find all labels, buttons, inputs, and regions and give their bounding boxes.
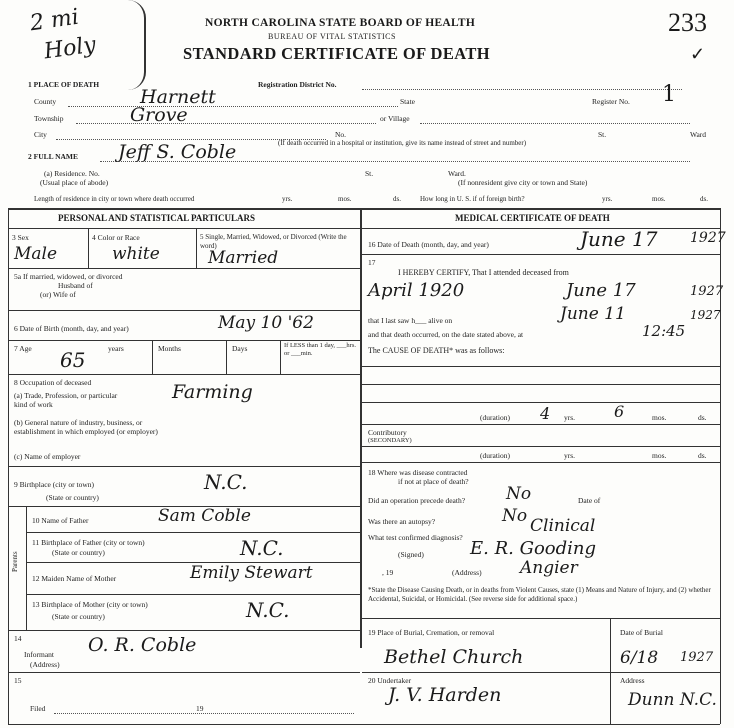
bureau-name: BUREAU OF VITAL STATISTICS: [268, 32, 396, 41]
age-label: 7 Age: [14, 344, 32, 353]
street-number-label: No.: [335, 130, 347, 139]
certificate-number: 233: [668, 8, 707, 37]
ward-label: Ward: [690, 130, 707, 139]
length-yrs: yrs.: [282, 195, 293, 203]
usual-abode-label: (Usual place of abode): [40, 178, 109, 187]
death-year-value: 1927: [690, 230, 726, 246]
sex-value: Male: [14, 244, 58, 264]
informant-label: Informant: [24, 650, 54, 659]
filed-label: Filed: [30, 704, 46, 713]
operation-value: No: [506, 484, 532, 504]
birthplace-label: 9 Birthplace (city or town): [14, 480, 94, 489]
marital-status-value: Married: [208, 248, 279, 268]
attended-from-value: April 1920: [368, 280, 465, 301]
q18-sub-label: if not at place of death?: [398, 477, 469, 486]
birthplace-value: N.C.: [204, 470, 248, 494]
burial-place-value: Bethel Church: [384, 646, 524, 668]
nonresident-note: (If nonresident give city or town and State): [458, 178, 588, 187]
personal-section-title: PERSONAL AND STATISTICAL PARTICULARS: [58, 213, 255, 223]
duration-years-value: 4: [540, 404, 551, 423]
mother-name-value: Emily Stewart: [190, 563, 313, 583]
foreign-yrs: yrs.: [602, 195, 613, 203]
undertaker-address-value: Dunn N.C.: [628, 690, 717, 710]
corner-bracket-mark: [128, 0, 146, 90]
physician-address-label: (Address): [452, 568, 482, 577]
length-ds: ds.: [393, 195, 401, 203]
death-date-value: June 17: [580, 227, 658, 251]
duration-2-ds-label: ds.: [698, 451, 707, 460]
death-time-label: and that death occurred, on the date stated above, at: [368, 330, 524, 339]
institution-note: (If death occurred in a hospital or institution, give its name instead of street and number): [278, 139, 527, 147]
duration-2-mos-label: mos.: [652, 451, 667, 460]
burial-date-label: Date of Burial: [620, 628, 663, 637]
occupation-label: 8 Occupation of deceased: [14, 378, 92, 387]
undertaker-value: J. V. Harden: [388, 684, 502, 706]
age-value: 65: [60, 348, 86, 372]
signed-value: E. R. Gooding: [470, 538, 597, 559]
spouse-label: 5a If married, widowed, or divorced: [14, 272, 123, 281]
burial-place-label: 19 Place of Burial, Cremation, or removal: [368, 628, 495, 637]
wife-of-label: (or) Wife of: [40, 290, 76, 299]
duration-2-yrs-label: yrs.: [564, 451, 576, 460]
length-of-residence-label: Length of residence in city or town where death occurred: [34, 195, 195, 203]
autopsy-value: No: [502, 506, 528, 526]
duration-mos-label: mos.: [652, 413, 667, 422]
father-birthplace-value: N.C.: [240, 536, 284, 560]
mother-birthplace-state-label: (State or country): [52, 612, 105, 621]
medical-section-title: MEDICAL CERTIFICATE OF DEATH: [455, 213, 610, 223]
attended-to-year: 1927: [690, 284, 724, 299]
color-race-value: white: [112, 244, 160, 264]
father-birthplace-state-label: (State or country): [52, 548, 105, 557]
filed-number: 15: [14, 676, 22, 685]
last-saw-value: June 11: [560, 304, 626, 324]
birth-date-value: May 10 '62: [218, 313, 314, 333]
signed-label: (Signed): [398, 550, 424, 559]
mother-name-label: 12 Maiden Name of Mother: [32, 574, 117, 583]
certify-text: I HEREBY CERTIFY, That I attended deceased from: [398, 268, 569, 277]
father-birthplace-label: 11 Birthplace of Father (city or town): [32, 538, 145, 547]
last-saw-year: 1927: [690, 308, 721, 322]
test-value: Clinical: [530, 516, 596, 536]
bottom-border: [8, 724, 720, 725]
filed-year-label: 19: [196, 704, 204, 713]
contributory-label: Contributory: [368, 428, 407, 437]
mother-birthplace-value: N.C.: [246, 598, 290, 622]
duration-label: (duration): [480, 413, 510, 422]
operation-label: Did an operation precede death?: [368, 496, 466, 505]
street-label: St.: [598, 130, 607, 139]
length-mos: mos.: [338, 195, 352, 203]
husband-of-label: Husband of: [58, 281, 93, 290]
corner-note-place: Holy: [42, 32, 98, 65]
death-date-label: 16 Date of Death (month, day, and year): [368, 240, 489, 249]
sex-label: 3 Sex: [12, 233, 29, 242]
secondary-label: (SECONDARY): [368, 437, 412, 444]
duration-yrs-label: yrs.: [564, 413, 576, 422]
register-number-label: Register No.: [592, 97, 630, 106]
register-number-value: 1: [662, 82, 676, 107]
informant-number: 14: [14, 634, 22, 643]
cause-of-death-label: The CAUSE OF DEATH* was as follows:: [368, 346, 505, 355]
signed-year-label: , 19: [382, 568, 394, 577]
cause-footnote: *State the Disease Causing Death, or in deaths from Violent Causes, state (1) Means and Nature of Injury, and (2) whether Accidental, Suicidal, or Homicidal. (See reverse side for additional space.): [368, 586, 711, 603]
foreign-birth-label: How long in U. S. if of foreign birth?: [420, 195, 525, 203]
duration-months-value: 6: [614, 402, 625, 421]
residence-street-label: St.: [365, 169, 374, 178]
occupation-industry-label: (b) General nature of industry, business, or establishment in which employed (or employer): [14, 418, 158, 436]
informant-value: O. R. Coble: [88, 634, 197, 656]
township-label: Township: [34, 114, 64, 123]
father-name-value: Sam Coble: [158, 506, 251, 526]
corner-note-distance: 2 mi: [28, 4, 81, 37]
color-race-label: 4 Color or Race: [92, 233, 140, 242]
state-label: State: [400, 97, 415, 106]
residence-ward-label: Ward.: [448, 169, 466, 178]
duration-ds-label: ds.: [698, 413, 707, 422]
autopsy-label: Was there an autopsy?: [368, 517, 436, 526]
page-title: STANDARD CERTIFICATE OF DEATH: [183, 44, 490, 63]
birth-date-label: 6 Date of Birth (month, day, and year): [14, 324, 129, 333]
foreign-mos: mos.: [652, 195, 666, 203]
place-of-death-label: 1 PLACE OF DEATH: [28, 80, 100, 89]
duration-2-label: (duration): [480, 451, 510, 460]
full-name-label: 2 FULL NAME: [28, 152, 79, 161]
parents-side-label: Parents: [11, 551, 19, 572]
residence-label: (a) Residence. No.: [44, 169, 100, 178]
operation-date-label: Date of: [578, 496, 601, 505]
occupation-value: Farming: [172, 381, 253, 403]
age-years-label: years: [108, 344, 124, 353]
marital-status-label: 5 Single, Married, Widowed, or Divorced (Write the word): [200, 233, 347, 250]
informant-address-label: (Address): [30, 660, 60, 669]
full-name-value: Jeff S. Coble: [118, 141, 237, 163]
township-value: Grove: [130, 104, 188, 126]
age-less-than-label: If LESS than 1 day, ___hrs. or ___min.: [284, 342, 356, 357]
board-name: NORTH CAROLINA STATE BOARD OF HEALTH: [205, 17, 476, 29]
county-label: County: [34, 97, 57, 106]
village-label: or Village: [380, 114, 410, 123]
death-time-value: 12:45: [642, 322, 686, 340]
mother-birthplace-label: 13 Birthplace of Mother (city or town): [32, 600, 148, 609]
employer-label: (c) Name of employer: [14, 452, 81, 461]
section-top-rule: [8, 208, 720, 210]
check-mark-icon: ✓: [690, 44, 706, 65]
burial-year-value: 1927: [680, 650, 714, 665]
registration-district-label: Registration District No.: [258, 80, 337, 89]
center-divider: [360, 208, 362, 648]
father-name-label: 10 Name of Father: [32, 516, 89, 525]
physician-address-value: Angier: [520, 558, 578, 578]
burial-date-value: 6/18: [620, 648, 659, 668]
birthplace-state-label: (State or country): [46, 493, 99, 502]
last-saw-label: that I last saw h___ alive on: [368, 316, 453, 325]
city-label: City: [34, 130, 47, 139]
q18-label: 18 Where was disease contracted: [368, 468, 468, 477]
item-17-number: 17: [368, 258, 376, 267]
age-months-label: Months: [158, 344, 181, 353]
undertaker-label: 20 Undertaker: [368, 676, 412, 685]
attended-to-value: June 17: [566, 280, 636, 301]
county-value: Harnett: [140, 86, 216, 108]
age-days-label: Days: [232, 344, 248, 353]
foreign-ds: ds.: [700, 195, 708, 203]
occupation-trade-label: (a) Trade, Profession, or particular kind of work: [14, 391, 118, 409]
test-label: What test confirmed diagnosis?: [368, 533, 463, 542]
undertaker-address-label: Address: [620, 676, 645, 685]
